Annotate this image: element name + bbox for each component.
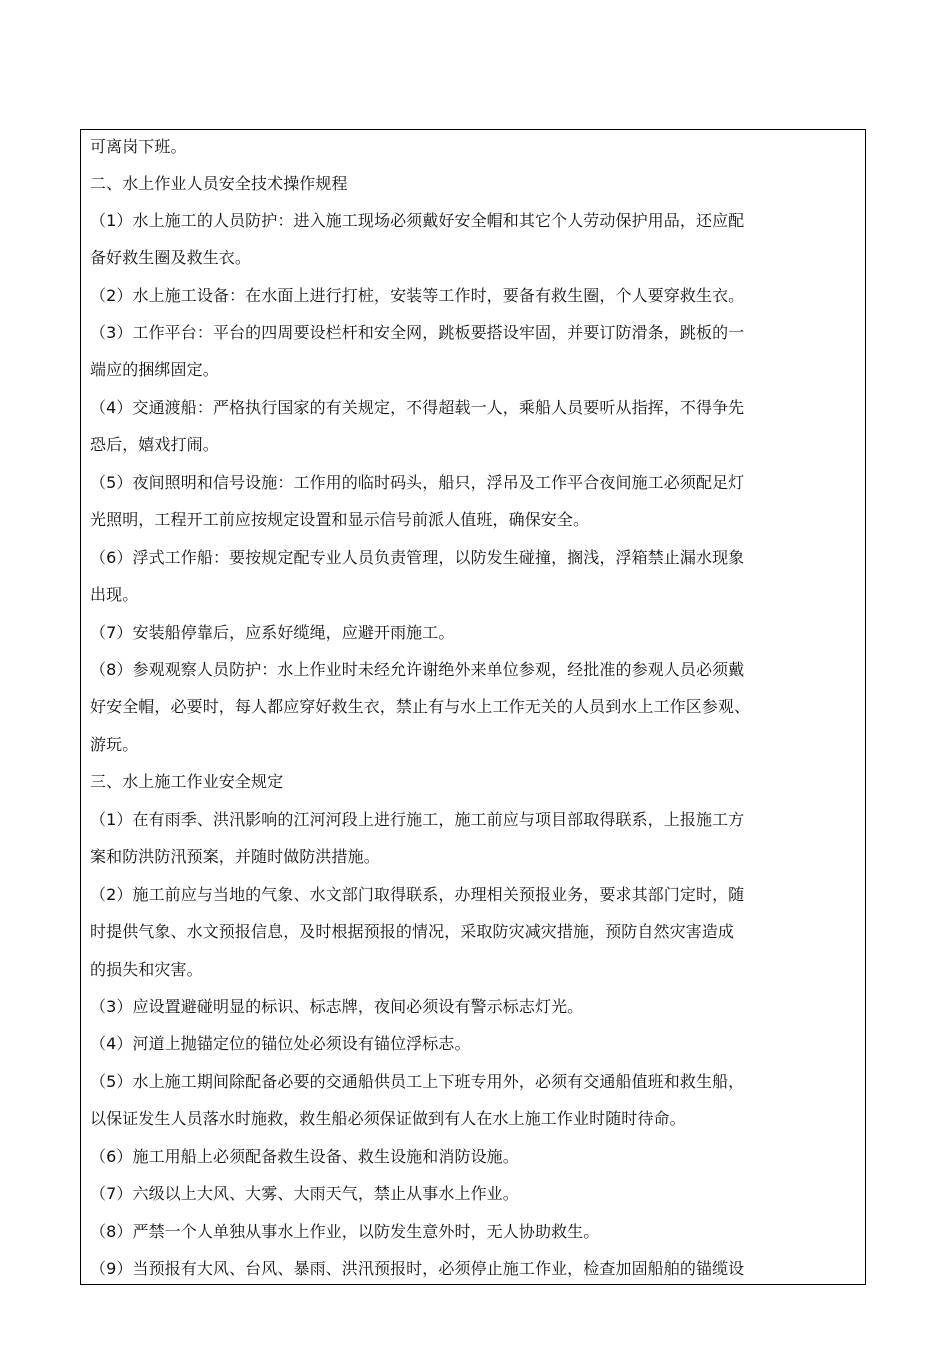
text-line: （9）当预报有大风、台风、暴雨、洪汛预报时，必须停止施工作业，检查加固船舶的锚缆设 — [90, 1259, 745, 1278]
text-line: 光照明，工程开工前应按规定设置和显示信号前派人值班，确保安全。 — [90, 510, 590, 529]
text-line: （3）工作平台：平台的四周要设栏杆和安全网，跳板要搭设牢固，并要订防滑条，跳板的一 — [90, 323, 745, 342]
text-line: 端应的捆绑固定。 — [90, 360, 219, 379]
text-line: （7）六级以上大风、大雾、大雨天气，禁止从事水上作业。 — [90, 1184, 519, 1203]
text-line: 的损失和灾害。 — [90, 960, 203, 979]
section-heading: 二、水上作业人员安全技术操作规程 — [90, 174, 348, 193]
text-line: （2）施工前应与当地的气象、水文部门取得联系，办理相关预报业务，要求其部门定时，随 — [90, 885, 745, 904]
text-line: 备好救生圈及救生衣。 — [90, 248, 252, 267]
text-line: 游玩。 — [90, 735, 139, 754]
text-line: （3）应设置避碰明显的标识、标志牌，夜间必须设有警示标志灯光。 — [90, 997, 584, 1016]
section-heading: 三、水上施工作业安全规定 — [90, 772, 284, 791]
text-line: 恐后，嬉戏打闹。 — [90, 435, 219, 454]
text-line: （2）水上施工设备：在水面上进行打桩，安装等工作时，要备有救生圈，个人要穿救生衣。 — [90, 286, 745, 305]
text-line: 出现。 — [90, 585, 139, 604]
text-line: （4）河道上抛锚定位的锚位处必须设有锚位浮标志。 — [90, 1034, 471, 1053]
text-line: （1）在有雨季、洪汛影响的江河河段上进行施工，施工前应与项目部取得联系，上报施工方 — [90, 810, 745, 829]
text-line: 时提供气象、水文预报信息，及时根据预报的情况，采取防灾减灾措施，预防自然灾害造成 — [90, 922, 735, 941]
text-line: （6）浮式工作船：要按规定配专业人员负责管理，以防发生碰撞，搁浅，浮箱禁止漏水现象 — [90, 548, 745, 567]
text-line: 好安全帽，必要时，每人都应穿好救生衣，禁止有与水上工作无关的人员到水上工作区参观、 — [90, 697, 751, 716]
text-line: （1）水上施工的人员防护：进入施工现场必须戴好安全帽和其它个人劳动保护用品，还应配 — [90, 211, 745, 230]
text-line: （4）交通渡船：严格执行国家的有关规定，不得超载一人，乘船人员要听从指挥，不得争先 — [90, 398, 745, 417]
text-line: 以保证发生人员落水时施救，救生船必须保证做到有人在水上施工作业时随时待命。 — [90, 1109, 686, 1128]
text-line: 案和防洪防汛预案，并随时做防洪措施。 — [90, 847, 380, 866]
text-line: （5）夜间照明和信号设施：工作用的临时码头，船只，浮吊及工作平合夜间施工必须配足灯 — [90, 473, 745, 492]
document-frame — [80, 129, 866, 1285]
text-line: 可离岗下班。 — [90, 137, 187, 156]
text-line: （6）施工用船上必须配备救生设备、救生设施和消防设施。 — [90, 1147, 519, 1166]
text-line: （5）水上施工期间除配备必要的交通船供员工上下班专用外，必须有交通船值班和救生船， — [90, 1072, 745, 1091]
text-line: （8）严禁一个人单独从事水上作业，以防发生意外时，无人协助救生。 — [90, 1222, 600, 1241]
text-line: （8）参观观察人员防护：水上作业时未经允许谢绝外来单位参观，经批准的参观人员必须戴 — [90, 660, 745, 679]
text-line: （7）安装船停靠后，应系好缆绳，应避开雨施工。 — [90, 623, 455, 642]
